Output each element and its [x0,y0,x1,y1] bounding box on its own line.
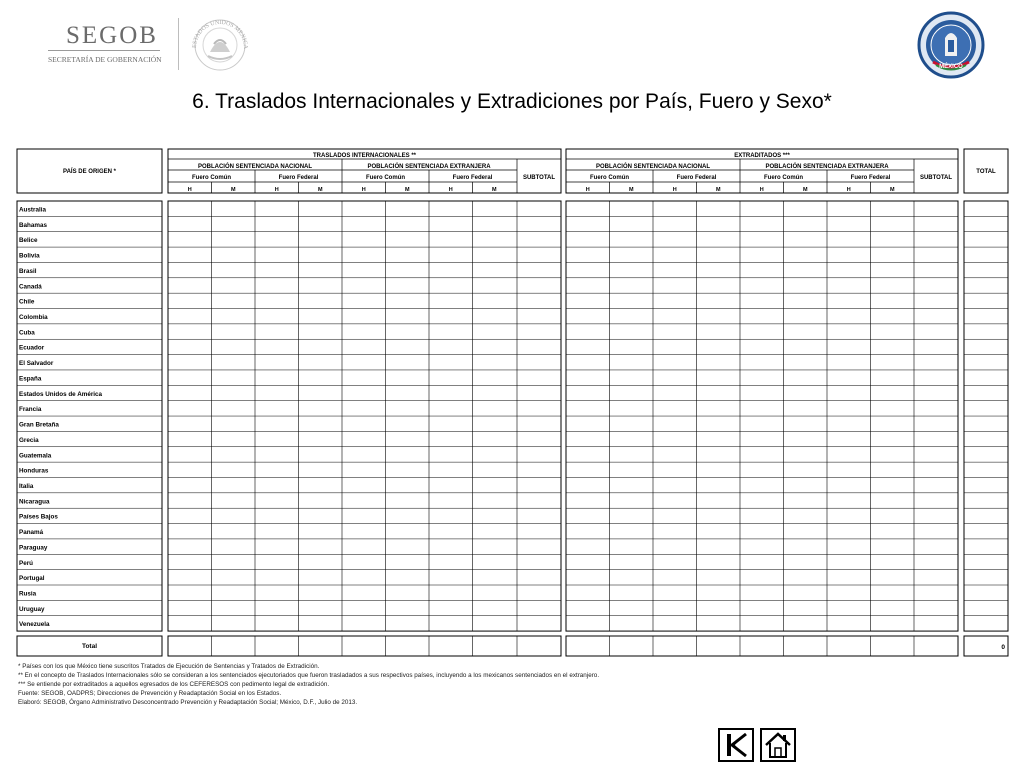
traslados-fuero-label: Fuero Común [192,175,231,181]
footnotes [18,662,778,707]
extraditados-subtotal-label: SUBTOTAL [919,175,953,181]
home-icon [762,730,794,760]
traslados-sex-label: M [491,187,497,193]
extraditados-sex-label: H [585,187,590,193]
country-label: Bolivia [19,252,40,260]
traslados-fuero-label: Fuero Federal [278,175,319,181]
emblem-text: MÉXICO [939,64,963,70]
country-label: Perú [19,559,33,567]
total-header-label: TOTAL [976,169,996,175]
extraditados-sex-label: M [889,187,895,193]
traslados-pob-nacional-label: POBLACIÓN SENTENCIADA NACIONAL [197,164,313,170]
country-label: Francia [19,406,42,414]
country-label: Cuba [19,329,35,337]
traslados-sex-label: H [361,187,366,193]
extraditados-sex-label: H [846,187,851,193]
country-label: Brasil [19,267,37,275]
page-title: 6. Traslados Internacionales y Extradiciones por País, Fuero y Sexo* [192,90,832,113]
segob-logo-text: SEGOB [66,22,158,49]
total-row-label: Total [81,643,98,650]
country-label: Países Bajos [19,513,58,521]
country-label: Portugal [19,575,45,583]
extraditados-sex-label: M [715,187,721,193]
segob-logo-subtitle: SECRETARÍA DE GOBERNACIÓN [48,55,162,64]
country-label: Nicaragua [19,498,50,506]
country-label: Italia [19,482,34,490]
home-button[interactable] [760,728,796,762]
traslados-pob-extranjera-label: POBLACIÓN SENTENCIADA EXTRANJERA [367,164,491,170]
extraditados-header-title: EXTRADITADOS *** [734,153,790,159]
footnote-2: ** En el concepto de Traslados Internacionales sólo se consideran a los sentenciados ejecutoriados que fueron trasladados a sus respectivos países, incluyendo a los mexicanos sentenciados en el extranjero. [18,672,600,679]
country-label: Gran Bretaña [19,421,59,429]
traslados-sex-label: H [187,187,192,193]
origin-header-label: PAÍS DE ORIGEN * [63,169,116,175]
extraditados-pob-nacional-label: POBLACIÓN SENTENCIADA NACIONAL [595,164,711,170]
country-label: Ecuador [19,344,45,352]
traslados-subtotal-label: SUBTOTAL [522,175,556,181]
country-label: Chile [19,298,35,306]
extraditados-fuero-label: Fuero Federal [676,175,717,181]
country-label: Guatemala [19,452,52,460]
country-label: Canadá [19,283,42,291]
footnote-author: Elaboró: SEGOB, Órgano Administrativo Desconcentrado Prevención y Readaptación Social; México, D.F., Julio de 2013. [18,699,358,706]
extraditados-fuero-label: Fuero Común [590,175,629,181]
country-label: Colombia [19,314,48,322]
grand-total-value: 0 [1001,644,1005,651]
country-label: Paraguay [19,544,48,552]
country-label: Australia [19,206,46,214]
country-label: Estados Unidos de América [19,390,103,398]
extraditados-sex-label: H [759,187,764,193]
country-label: España [19,375,42,383]
country-label: Rusia [19,590,37,598]
traslados-sex-label: M [230,187,236,193]
extraditados-fuero-label: Fuero Común [764,175,803,181]
extraditados-sex-label: M [628,187,634,193]
traslados-total-row [168,636,561,656]
country-label: Venezuela [19,621,50,629]
extraditados-fuero-label: Fuero Federal [850,175,891,181]
traslados-sex-label: H [274,187,279,193]
extraditados-sex-label: M [802,187,808,193]
seal-text: ESTADOS UNIDOS MEXICA [191,19,249,50]
back-button[interactable] [718,728,754,762]
footnote-1: * Países con los que México tiene suscritos Tratados de Ejecución de Sentencias y Tratados de Extradición. [18,663,320,670]
traslados-fuero-label: Fuero Federal [452,175,493,181]
country-label: El Salvador [19,360,54,368]
traslados-header-title: TRASLADOS INTERNACIONALES ** [312,153,417,159]
footnote-source: Fuente: SEGOB, OADPRS; Direcciones de Prevención y Readaptación Social en los Estados. [18,690,282,697]
skip-back-icon [720,730,752,760]
footnote-3: *** Se entiende por extraditados a aquellos egresados de los CEFERESOS con pedimento legal de extradición. [18,681,330,688]
traslados-sex-label: M [404,187,410,193]
traslados-fuero-label: Fuero Común [366,175,405,181]
traslados-sex-label: M [317,187,323,193]
country-label: Honduras [19,467,49,475]
country-label: Bahamas [19,221,48,229]
traslados-sex-label: H [448,187,453,193]
extraditados-sex-label: H [672,187,677,193]
country-label: Uruguay [19,605,45,613]
extraditados-pob-extranjera-label: POBLACIÓN SENTENCIADA EXTRANJERA [765,164,889,170]
country-label: Panamá [19,529,44,537]
extraditados-total-row [566,636,958,656]
country-label: Grecia [19,436,39,444]
country-label: Belice [19,237,38,245]
